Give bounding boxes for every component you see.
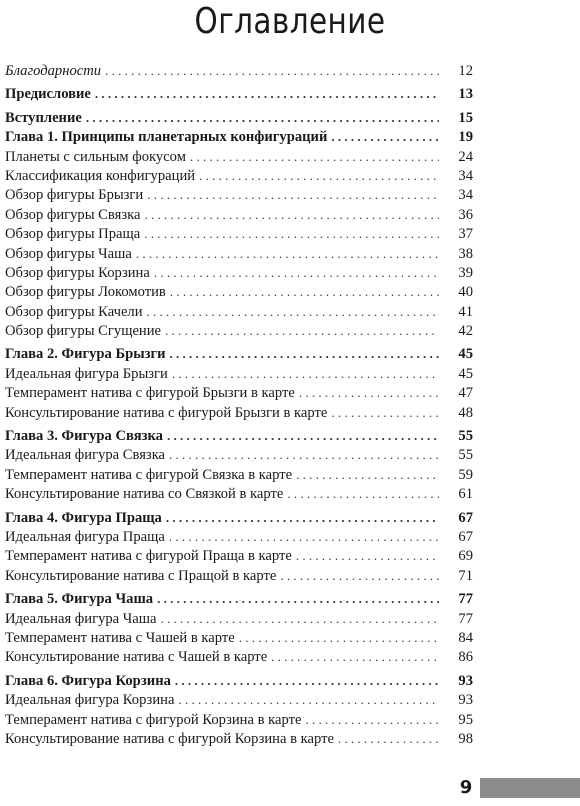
toc-entry[interactable] <box>5 566 473 585</box>
toc-entry-title: Темперамент натива с фигурой Корзина в карте <box>5 711 302 728</box>
toc-entry-title: Обзор фигуры Связка <box>5 206 141 223</box>
toc-entry-page: 59 <box>458 466 473 483</box>
dot-leader <box>331 127 439 146</box>
toc-entry-title: Темперамент натива с Чашей в карте <box>5 629 235 646</box>
dot-leader <box>172 364 439 383</box>
toc-entry-title: Консультирование натива со Связкой в карте <box>5 486 284 503</box>
toc-entry-title: Консультирование натива с фигурой Корзина в карте <box>5 730 334 747</box>
toc-entry[interactable] <box>5 690 473 709</box>
dot-leader <box>136 244 439 263</box>
toc-entry-page: 42 <box>458 323 473 340</box>
dot-leader <box>170 344 439 363</box>
dot-leader <box>95 84 439 103</box>
toc-entry-page: 45 <box>458 346 473 363</box>
dot-leader <box>199 166 439 185</box>
toc-entry-title: Глава 6. Фигура Корзина <box>5 672 171 689</box>
dot-leader <box>144 205 439 224</box>
toc-entry-page: 84 <box>458 629 473 646</box>
dot-leader <box>296 546 439 565</box>
toc-entry[interactable] <box>5 205 473 224</box>
toc-entry-page: 98 <box>458 730 473 747</box>
toc-entry-title: Обзор фигуры Праща <box>5 226 141 243</box>
toc-entry[interactable] <box>5 508 473 527</box>
toc-entry-page: 86 <box>458 649 473 666</box>
dot-leader <box>170 282 439 301</box>
page-title: Оглавление <box>194 1 386 42</box>
toc-entry[interactable] <box>5 527 473 546</box>
toc-entry-title: Глава 5. Фигура Чаша <box>5 591 154 608</box>
toc-entry-page: 48 <box>458 404 473 421</box>
dot-leader <box>144 224 439 243</box>
dot-leader <box>105 61 439 80</box>
toc-entry-page: 12 <box>458 63 473 79</box>
toc-entry[interactable] <box>5 263 473 282</box>
toc-entry[interactable] <box>5 484 473 503</box>
toc-entry-page: 93 <box>458 692 473 709</box>
toc-entry-page: 45 <box>458 365 473 382</box>
toc-entry-title: Обзор фигуры Брызги <box>5 187 144 204</box>
toc-entry-title: Планеты с сильным фокусом <box>5 148 186 165</box>
toc-entry[interactable] <box>5 84 473 103</box>
toc-entry-title: Идеальная фигура Связка <box>5 447 166 464</box>
toc-entry-page: 36 <box>458 206 473 223</box>
toc-entry-page: 77 <box>458 591 473 608</box>
toc-entry[interactable] <box>5 185 473 204</box>
toc-entry-page: 15 <box>458 109 473 126</box>
toc-entry-title: Глава 3. Фигура Связка <box>5 428 163 445</box>
toc-entry-title: Классификация конфигураций <box>5 167 196 184</box>
page-number: 9 <box>459 777 473 798</box>
dot-leader <box>166 508 439 527</box>
toc-entry-page: 37 <box>458 226 473 243</box>
dot-leader <box>331 403 439 422</box>
toc-entry[interactable] <box>5 465 473 484</box>
toc-entry[interactable] <box>5 108 473 127</box>
dot-leader <box>280 566 439 585</box>
toc-entry-title: Консультирование натива с Пращой в карте <box>5 567 277 584</box>
toc-entry-title: Обзор фигуры Чаша <box>5 245 132 262</box>
toc-entry-page: 71 <box>458 567 473 584</box>
toc-entry-page: 19 <box>458 129 473 146</box>
dot-leader <box>147 302 439 321</box>
toc-entry[interactable] <box>5 224 473 243</box>
toc-entry-title: Консультирование натива с Чашей в карте <box>5 649 268 666</box>
toc-entry-page: 38 <box>458 245 473 262</box>
toc-entry[interactable] <box>5 147 473 166</box>
toc-entry[interactable] <box>5 321 473 340</box>
toc-entry[interactable] <box>5 589 473 608</box>
toc-entry-title: Идеальная фигура Чаша <box>5 610 157 627</box>
toc-entry[interactable] <box>5 127 473 146</box>
toc-entry-page: 13 <box>458 86 473 103</box>
dot-leader <box>167 426 439 445</box>
toc-entry-page: 77 <box>458 610 473 627</box>
table-of-contents <box>5 61 473 748</box>
dot-leader <box>160 609 439 628</box>
toc-entry-page: 39 <box>458 264 473 281</box>
toc-entry[interactable] <box>5 426 473 445</box>
toc-entry-page: 41 <box>458 303 473 320</box>
toc-entry-title: Обзор фигуры Качели <box>5 303 143 320</box>
dot-leader <box>239 628 439 647</box>
toc-entry[interactable] <box>5 710 473 729</box>
toc-entry-page: 67 <box>458 528 473 545</box>
dot-leader <box>169 527 439 546</box>
toc-entry-title: Благодарности <box>5 63 102 79</box>
toc-entry[interactable] <box>5 671 473 690</box>
dot-leader <box>154 263 439 282</box>
toc-entry-title: Глава 4. Фигура Праща <box>5 509 162 526</box>
dot-leader <box>296 465 439 484</box>
toc-entry-page: 93 <box>458 672 473 689</box>
toc-entry[interactable] <box>5 546 473 565</box>
toc-entry[interactable] <box>5 403 473 422</box>
dot-leader <box>299 383 439 402</box>
toc-entry[interactable] <box>5 729 473 748</box>
toc-entry[interactable] <box>5 628 473 647</box>
toc-entry-page: 61 <box>458 486 473 503</box>
toc-entry[interactable] <box>5 61 473 80</box>
toc-entry-title: Темперамент натива с фигурой Связка в карте <box>5 466 293 483</box>
dot-leader <box>175 671 439 690</box>
toc-entry-title: Обзор фигуры Корзина <box>5 264 150 281</box>
toc-entry[interactable] <box>5 244 473 263</box>
page-tab <box>480 778 580 798</box>
toc-entry-title: Идеальная фигура Брызги <box>5 365 168 382</box>
toc-entry-page: 47 <box>458 385 473 402</box>
dot-leader <box>147 185 439 204</box>
dot-leader <box>169 445 439 464</box>
toc-entry-title: Предисловие <box>5 86 91 103</box>
toc-entry[interactable] <box>5 383 473 402</box>
dot-leader <box>157 589 439 608</box>
dot-leader <box>165 321 439 340</box>
toc-entry[interactable] <box>5 344 473 363</box>
toc-entry[interactable] <box>5 609 473 628</box>
toc-entry-page: 69 <box>458 548 473 565</box>
toc-entry-title: Консультирование натива с фигурой Брызги в карте <box>5 404 328 421</box>
dot-leader <box>190 147 439 166</box>
dot-leader <box>287 484 439 503</box>
toc-entry[interactable] <box>5 364 473 383</box>
toc-entry-title: Темперамент натива с фигурой Праща в карте <box>5 548 292 565</box>
toc-entry-page: 55 <box>458 428 473 445</box>
dot-leader <box>178 690 439 709</box>
toc-entry[interactable] <box>5 647 473 666</box>
toc-entry[interactable] <box>5 166 473 185</box>
toc-entry[interactable] <box>5 302 473 321</box>
toc-entry-page: 24 <box>458 148 473 165</box>
dot-leader <box>271 647 439 666</box>
dot-leader <box>86 108 439 127</box>
toc-entry-title: Идеальная фигура Корзина <box>5 692 175 709</box>
toc-entry-title: Глава 1. Принципы планетарных конфигураций <box>5 129 328 146</box>
toc-entry[interactable] <box>5 445 473 464</box>
toc-entry-page: 67 <box>458 509 473 526</box>
toc-entry-title: Обзор фигуры Сгущение <box>5 323 162 340</box>
toc-entry-page: 34 <box>458 167 473 184</box>
toc-entry-title: Темперамент натива с фигурой Брызги в карте <box>5 385 295 402</box>
dot-leader <box>305 710 439 729</box>
toc-entry[interactable] <box>5 282 473 301</box>
toc-entry-title: Глава 2. Фигура Брызги <box>5 346 166 363</box>
toc-entry-page: 40 <box>458 284 473 301</box>
toc-entry-title: Вступление <box>5 109 82 126</box>
dot-leader <box>338 729 439 748</box>
toc-entry-page: 34 <box>458 187 473 204</box>
toc-entry-page: 95 <box>458 711 473 728</box>
toc-entry-page: 55 <box>458 447 473 464</box>
toc-entry-title: Обзор фигуры Локомотив <box>5 284 166 301</box>
toc-entry-title: Идеальная фигура Праща <box>5 528 165 545</box>
